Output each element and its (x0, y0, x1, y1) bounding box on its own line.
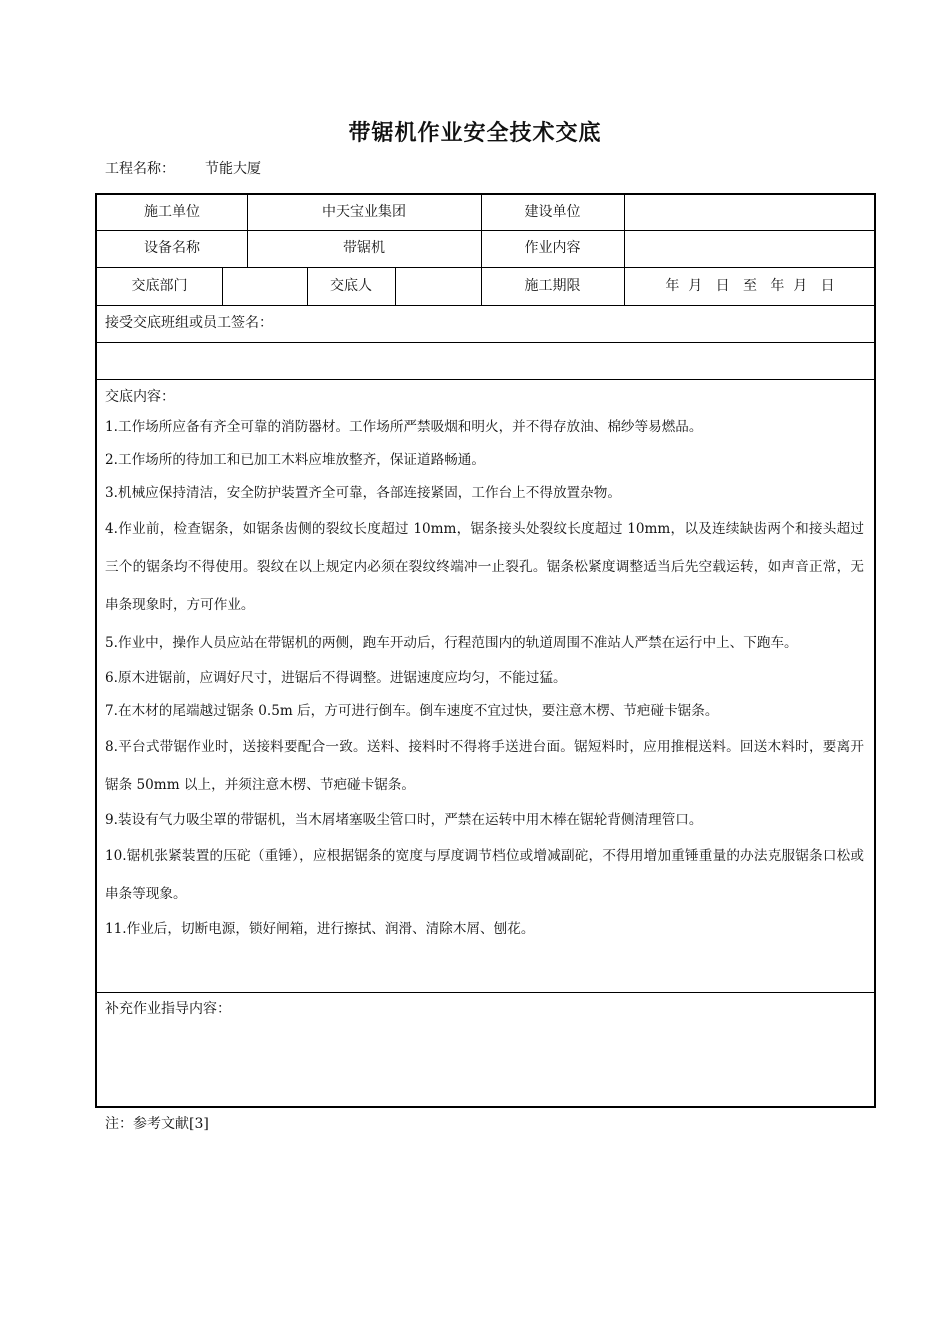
document-title: 带锯机作业安全技术交底 (348, 121, 602, 146)
construction-unit-value: 中天宝业集团 (322, 204, 406, 220)
content-item: 8.平台式带锯作业时，送接料要配合一致。送料、接料时不得将手送进台面。锯短料时，应用推棍送料。回送木料时，要离开锯条 50mm 以上，并须注意木楞、节疤碰卡锯条。 (105, 739, 864, 793)
supplement-label: 补充作业指导内容： (105, 1001, 231, 1017)
construction-unit-label: 施工单位 (144, 204, 200, 220)
dept-label: 交底部门 (131, 278, 188, 294)
equipment-label: 设备名称 (144, 240, 200, 256)
content-item: 1.工作场所应备有齐全可靠的消防器材。工作场所严禁吸烟和明火，并不得存放油、棉纱等易燃品。 (105, 419, 703, 435)
period-label: 施工期限 (524, 278, 581, 294)
content-item: 7.在木材的尾端越过锯条 0.5m 后，方可进行倒车。倒车速度不宜过快，要注意木楞、节疤碰卡锯条。 (105, 703, 719, 719)
project-label: 工程名称： (105, 161, 175, 177)
content-item: 11.作业后，切断电源，锁好闸箱，进行擦拭、润滑、清除木屑、刨花。 (105, 921, 535, 937)
period-value: 年 月 日 至 年 月 日 (665, 278, 835, 294)
project-name: 节能大厦 (205, 161, 261, 177)
content-item: 10.锯机张紧装置的压砣（重锤），应根据锯条的宽度与厚度调节档位或增减副砣，不得用增加重锤重量的办法克服锯条口松或串条等现象。 (105, 848, 864, 902)
content-label: 交底内容： (105, 389, 175, 405)
discloser-label: 交底人 (330, 278, 372, 294)
content-list (105, 411, 864, 946)
content-item: 5.作业中，操作人员应站在带锯机的两侧，跑车开动后，行程范围内的轨道周围不准站人严禁在运行中上、下跑车。 (105, 635, 798, 651)
content-item: 9.装设有气力吸尘罩的带锯机，当木屑堵塞吸尘管口时，严禁在运转中用木棒在锯轮背侧清理管口。 (105, 812, 703, 828)
content-item: 3.机械应保持清洁，安全防护装置齐全可靠，各部连接紧固，工作台上不得放置杂物。 (105, 485, 621, 501)
work-content-label: 作业内容 (524, 240, 581, 256)
reference-note: 注：参考文献[3] (105, 1116, 209, 1132)
equipment-value: 带锯机 (343, 240, 385, 256)
signature-label: 接受交底班组或员工签名： (105, 315, 273, 331)
builder-unit-label: 建设单位 (524, 204, 581, 220)
content-item: 2.工作场所的待加工和已加工木料应堆放整齐，保证道路畅通。 (105, 452, 485, 468)
project-line (105, 158, 261, 178)
content-item: 4.作业前，检查锯条，如锯条齿侧的裂纹长度超过 10mm，锯条接头处裂纹长度超过 10mm，以及连续缺齿两个和接头超过三个的锯条均不得使用。裂纹在以上规定内必须在裂纹终端冲一止裂孔。锯条松紧度调整适当后先空载运转，如声音正常，无串条现象时，方可作业。 (105, 521, 864, 613)
disclosure-table (95, 193, 876, 1108)
content-item: 6.原木进锯前，应调好尺寸，进锯后不得调整。进锯速度应均匀，不能过猛。 (105, 670, 567, 686)
